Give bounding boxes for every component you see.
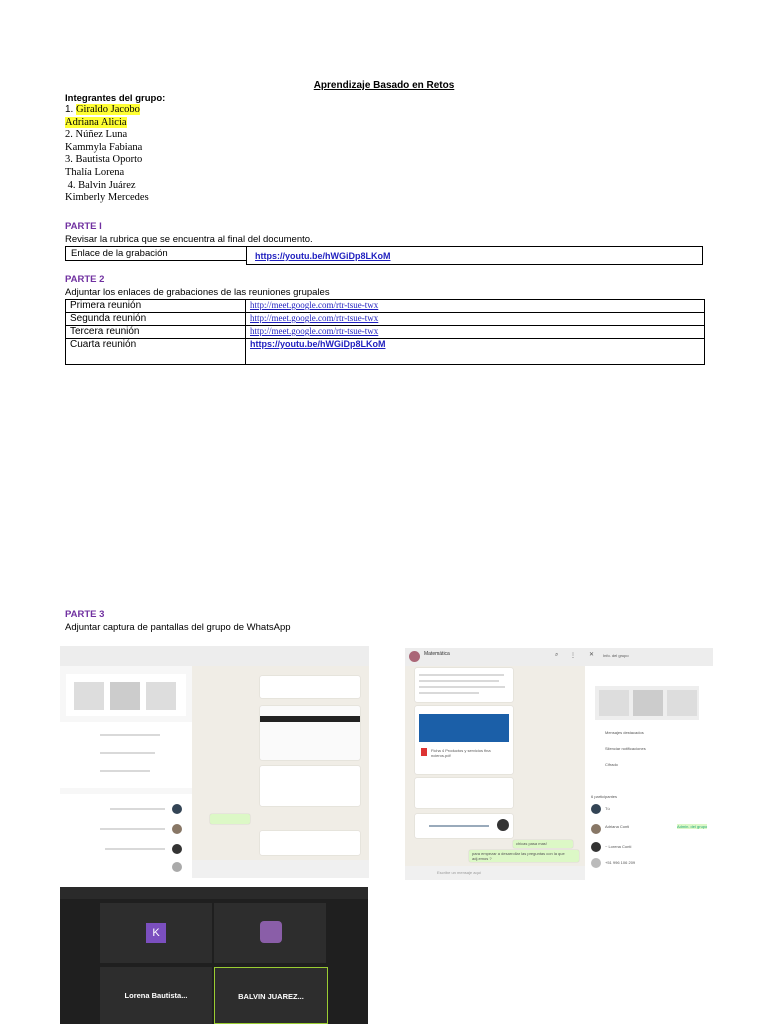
mute-notifications-item[interactable]: Silenciar notificaciones bbox=[605, 746, 646, 751]
part2-instruction: Adjuntar los enlaces de grabaciones de las reuniones grupales bbox=[65, 287, 330, 298]
meeting-screenshot bbox=[60, 887, 368, 1024]
table-row bbox=[66, 339, 705, 365]
voice-message[interactable] bbox=[415, 814, 513, 838]
part2-heading: PARTE 2 bbox=[65, 274, 105, 285]
part1-heading: PARTE I bbox=[65, 221, 102, 232]
participant-name: Adriana Conti bbox=[605, 824, 630, 829]
member-line: 3. Bautista Oporto bbox=[65, 154, 143, 166]
meeting-label: Segunda reunión bbox=[66, 313, 246, 326]
whatsapp-screenshot-1 bbox=[60, 646, 369, 878]
meeting-tile-active bbox=[214, 967, 328, 1024]
starred-messages-item[interactable]: Mensajes destacados bbox=[605, 730, 644, 735]
avatar bbox=[591, 842, 601, 852]
members-list bbox=[65, 104, 149, 205]
file-message[interactable] bbox=[415, 706, 513, 774]
members-heading: Integrantes del grupo: bbox=[65, 93, 166, 104]
part1-instruction: Revisar la rubrica que se encuentra al final del documento. bbox=[65, 234, 313, 245]
table-row bbox=[66, 300, 705, 313]
meeting-tile bbox=[214, 903, 326, 963]
avatar bbox=[591, 858, 601, 868]
menu-icon[interactable]: ⋮ bbox=[570, 653, 576, 659]
member-line: Kimberly Mercedes bbox=[65, 192, 149, 204]
participant-initial: K bbox=[146, 923, 166, 943]
table-row bbox=[66, 326, 705, 339]
document-title: Aprendizaje Basado en Retos bbox=[313, 80, 455, 91]
table-row bbox=[66, 313, 705, 326]
member-line: 2. Núñez Luna bbox=[65, 129, 128, 141]
member-line: Adriana Alicia bbox=[65, 116, 127, 128]
meeting-label: Primera reunión bbox=[66, 300, 246, 313]
participant-name: +51 996 106 209 bbox=[605, 860, 636, 865]
member-line: Kammyla Fabiana bbox=[65, 141, 143, 153]
whatsapp-screenshot-2 bbox=[405, 648, 713, 880]
close-icon[interactable]: ✕ bbox=[589, 652, 595, 658]
chat-header bbox=[405, 648, 585, 666]
avatar bbox=[591, 804, 601, 814]
part1-table bbox=[65, 246, 703, 265]
part3-instruction: Adjuntar captura de pantallas del grupo de WhatsApp bbox=[65, 622, 291, 633]
meeting-label: Tercera reunión bbox=[66, 326, 246, 339]
info-title: Info. del grupo bbox=[603, 653, 629, 658]
group-info-panel bbox=[60, 646, 192, 878]
group-name: Matemática bbox=[424, 651, 450, 657]
outgoing-message: para empezar a desarrollar las preguntas con la que adj.emos ? bbox=[472, 851, 565, 861]
pdf-icon bbox=[421, 748, 427, 756]
meeting-link[interactable]: http://meet.google.com/rtr-tsue-twx bbox=[250, 313, 379, 323]
participant-name: Tú bbox=[605, 806, 610, 811]
participant-name: Lorena Bautista... bbox=[124, 991, 188, 1000]
meeting-label: Cuarta reunión bbox=[66, 339, 246, 365]
meeting-tile bbox=[100, 967, 212, 1024]
recording-link[interactable]: https://youtu.be/hWGiDp8LKoM bbox=[255, 251, 391, 261]
meeting-link[interactable]: http://meet.google.com/rtr-tsue-twx bbox=[250, 326, 379, 336]
admin-badge: Admin. del grupo bbox=[677, 824, 708, 829]
outgoing-message: chicas pasa mas! bbox=[516, 841, 547, 846]
meetings-table bbox=[65, 299, 705, 365]
group-info-panel bbox=[585, 648, 713, 880]
avatar bbox=[591, 824, 601, 834]
message-composer bbox=[405, 866, 585, 880]
participants-label: 6 participantes bbox=[591, 794, 618, 799]
search-icon[interactable]: ⌕ bbox=[555, 652, 559, 658]
member-line: 4. Balvin Juárez bbox=[67, 179, 136, 191]
meeting-tile bbox=[100, 903, 212, 963]
part1-row-label: Enlace de la grabación bbox=[71, 248, 168, 259]
meeting-link[interactable]: http://meet.google.com/rtr-tsue-twx bbox=[250, 300, 379, 310]
part3-heading: PARTE 3 bbox=[65, 609, 105, 620]
group-avatar[interactable] bbox=[409, 651, 420, 662]
file-name: Ficha 4 Productos y servicios fina ncieros.pdf bbox=[431, 748, 491, 758]
member-line: 1. Giraldo Jacobo bbox=[65, 104, 140, 115]
participant-name: ~ Lorena Conti bbox=[605, 844, 632, 849]
message-input[interactable]: Escribe un mensaje aquí bbox=[437, 870, 482, 875]
participant-photo bbox=[260, 921, 282, 943]
participant-name: BALVIN JUAREZ... bbox=[238, 992, 304, 1001]
encryption-item[interactable]: Cifrado bbox=[605, 762, 618, 767]
member-line: Thalía Lorena bbox=[65, 166, 125, 178]
meeting-link[interactable]: https://youtu.be/hWGiDp8LKoM bbox=[250, 339, 386, 349]
